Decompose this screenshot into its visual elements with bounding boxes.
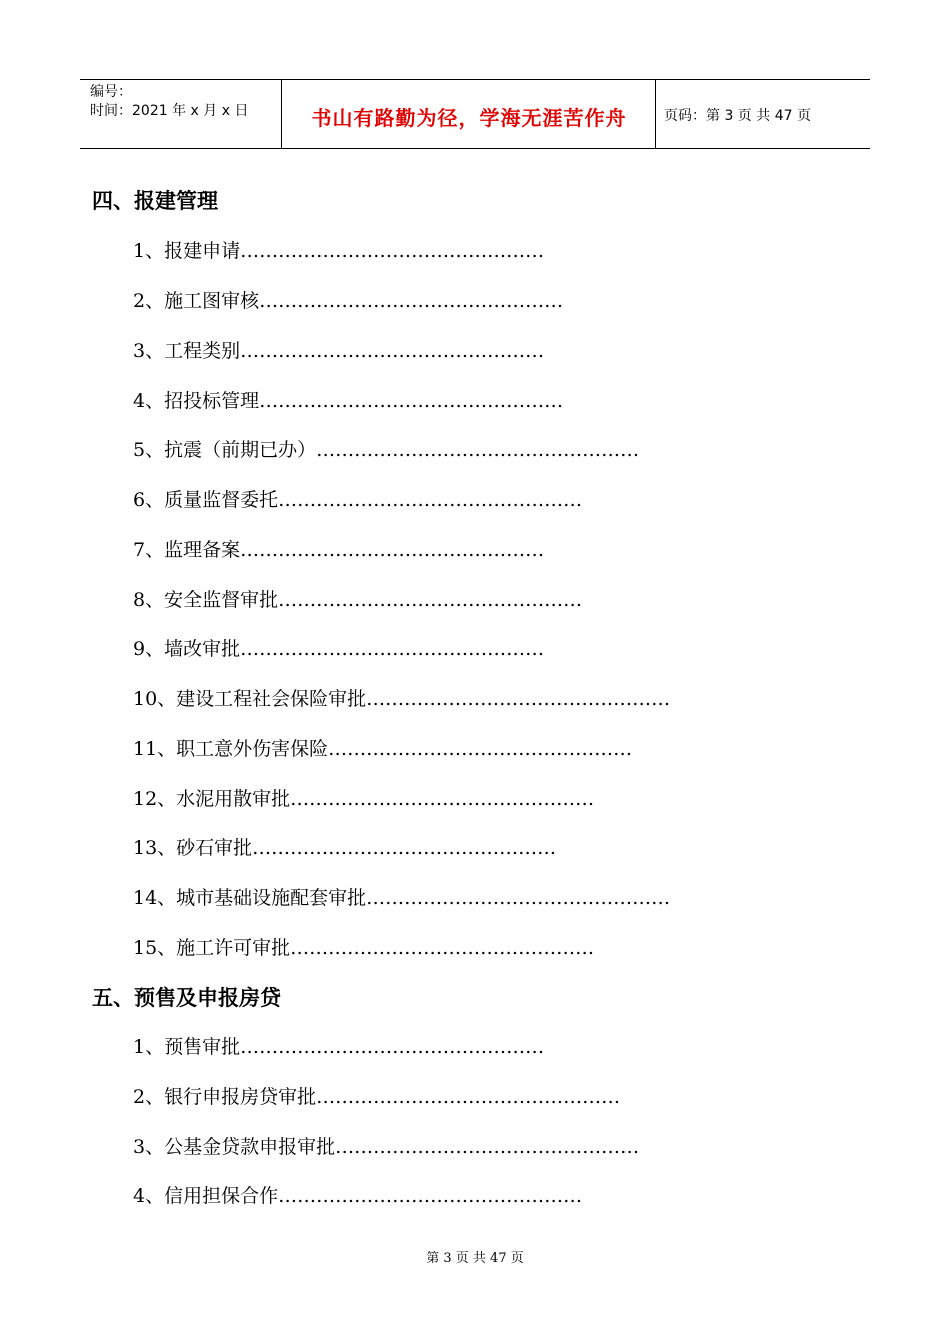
toc-item: 9、墙改审批………………………………………… — [133, 638, 545, 660]
header-divider — [655, 80, 656, 148]
toc-item: 3、工程类别………………………………………… — [133, 340, 545, 362]
toc-item: 1、报建申请………………………………………… — [133, 240, 545, 262]
toc-item: 2、银行申报房贷审批………………………………………… — [133, 1086, 621, 1108]
toc-item: 8、安全监督审批………………………………………… — [133, 589, 583, 611]
toc-item: 12、水泥用散审批………………………………………… — [133, 788, 595, 810]
serial-number-label: 编号： — [90, 84, 132, 100]
header-motto: 书山有路勤为径，学海无涯苦作舟 — [311, 106, 627, 130]
section-title-baojian: 四、报建管理 — [92, 189, 218, 213]
toc-item: 7、监理备案………………………………………… — [133, 539, 545, 561]
page-footer: 第 3 页 共 47 页 — [426, 1251, 524, 1266]
toc-item: 10、建设工程社会保险审批………………………………………… — [133, 688, 671, 710]
page-header — [80, 79, 870, 149]
toc-item: 3、公基金贷款申报审批………………………………………… — [133, 1136, 640, 1158]
toc-item: 11、职工意外伤害保险………………………………………… — [133, 738, 633, 760]
toc-item: 4、招投标管理………………………………………… — [133, 390, 564, 412]
toc-item: 4、信用担保合作………………………………………… — [133, 1185, 583, 1207]
date-label: 时间：2021 年 x 月 x 日 — [90, 103, 249, 119]
toc-item: 15、施工许可审批………………………………………… — [133, 937, 595, 959]
toc-item: 5、抗震（前期已办）…………………………………………… — [133, 439, 640, 461]
toc-item: 1、预售审批………………………………………… — [133, 1036, 545, 1058]
toc-item: 14、城市基础设施配套审批………………………………………… — [133, 887, 671, 909]
toc-item: 6、质量监督委托………………………………………… — [133, 489, 583, 511]
toc-item: 13、砂石审批………………………………………… — [133, 837, 557, 859]
toc-item: 2、施工图审核………………………………………… — [133, 290, 564, 312]
header-page-info: 页码：第 3 页 共 47 页 — [664, 108, 811, 124]
section-title-presale: 五、预售及申报房贷 — [92, 986, 281, 1010]
header-meta — [90, 83, 248, 121]
